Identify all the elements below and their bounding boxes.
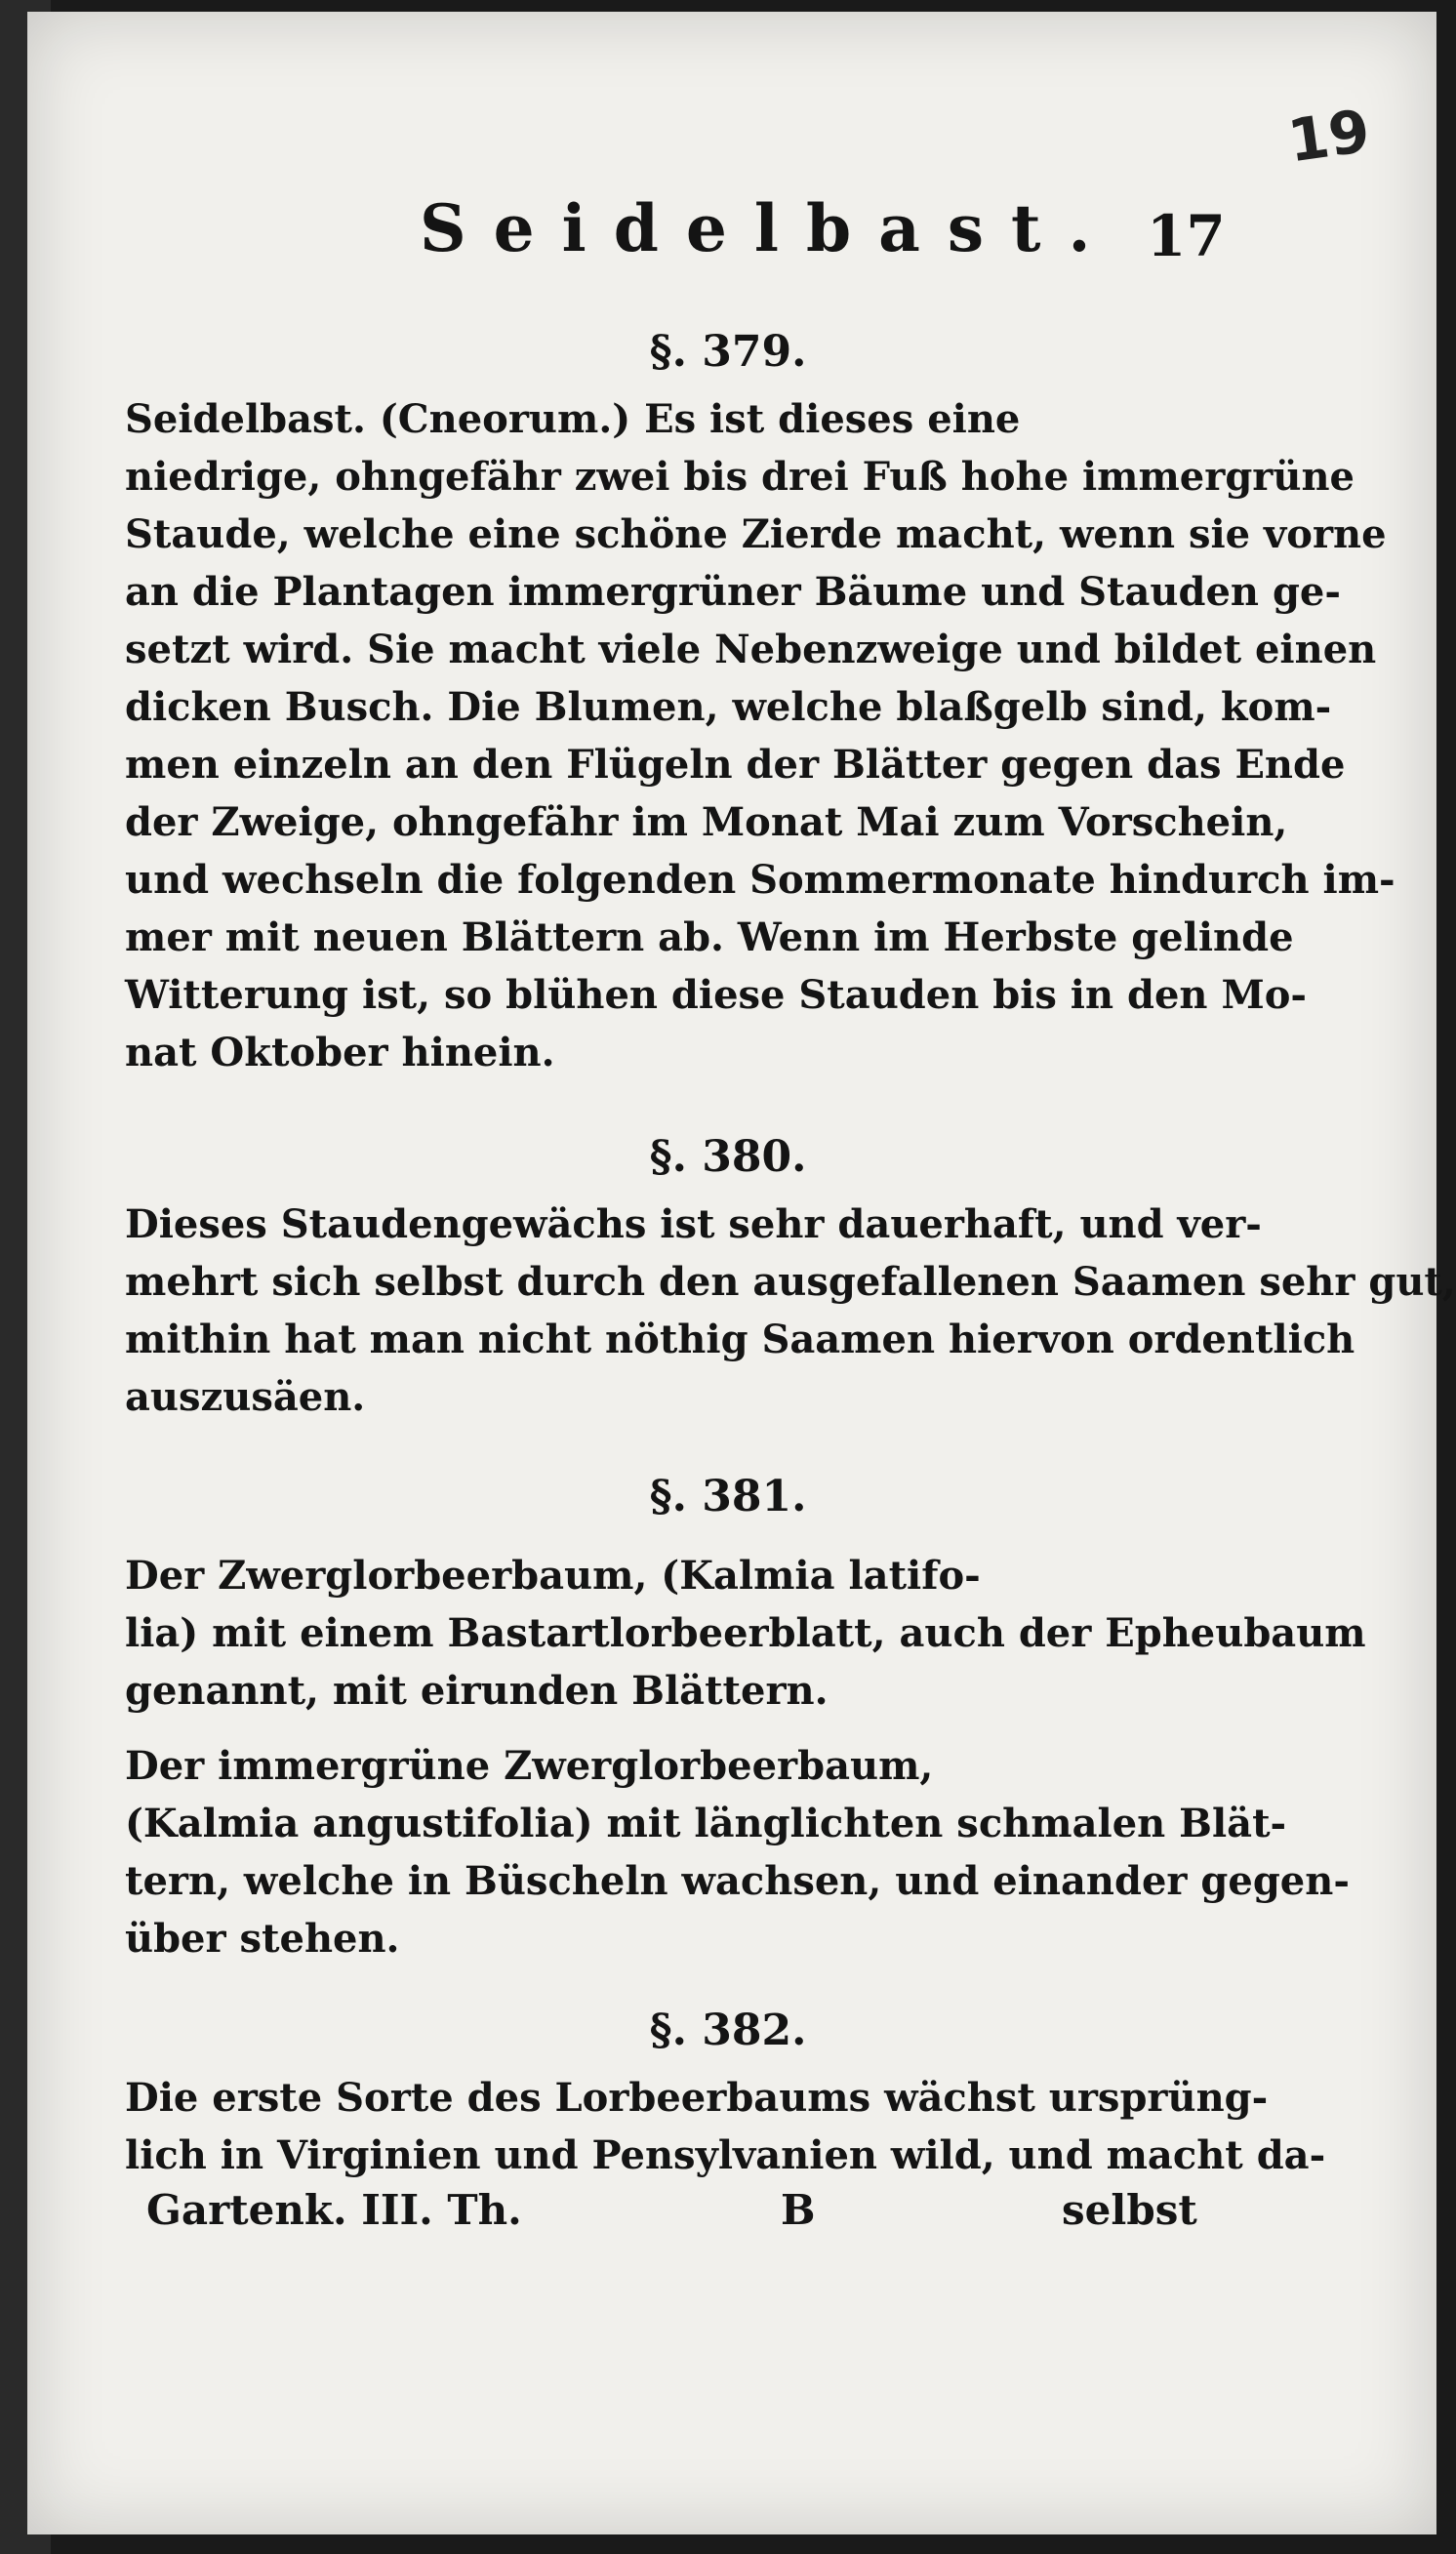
handwritten-page-number: 19 [1283,97,1374,177]
paragraph-381b [125,1737,1350,1967]
text-line: setzt wird. Sie macht viele Nebenzweige und bildet einen [125,627,1377,672]
paragraph-380 [125,1196,1456,1426]
paragraph-379 [125,390,1395,1081]
paragraph-382 [125,2069,1326,2184]
text-line: lich in Virginien und Pensylvanien wild, und macht da- [125,2132,1326,2178]
section-heading-380: §. 380. [649,1132,807,1182]
text-line: mithin hat man nicht nöthig Saamen hiervon ordentlich [125,1317,1355,1362]
section-heading-379: §. 379. [649,327,807,377]
text-line: mehrt sich selbst durch den ausgefallenen Saamen sehr gut, [125,1259,1456,1305]
section-heading-381: §. 381. [649,1472,807,1521]
text-line: Der immergrüne Zwerglorbeerbaum, [125,1743,934,1789]
signature-mark: B [781,2186,816,2234]
paragraph-381a [125,1547,1366,1720]
text-line: Staude, welche eine schöne Zierde macht, wenn sie vorne [125,511,1387,557]
footer-book-title: Gartenk. III. Th. [146,2186,522,2234]
text-line: niedrige, ohngefähr zwei bis drei Fuß hohe immergrüne [125,454,1355,500]
catchword: selbst [1062,2186,1197,2234]
text-line: men einzeln an den Flügeln der Blätter gegen das Ende [125,742,1346,788]
text-line: (Kalmia angustifolia) mit länglichten schmalen Blät- [125,1801,1287,1846]
text-line: nat Oktober hinein. [125,1030,555,1075]
text-line: und wechseln die folgenden Sommermonate hindurch im- [125,857,1395,903]
section-heading-382: §. 382. [649,2006,807,2055]
text-line: Dieses Staudengewächs ist sehr dauerhaft, und ver- [125,1201,1262,1247]
text-line: mer mit neuen Blättern ab. Wenn im Herbste gelinde [125,914,1294,960]
running-head-title: Seidelbast. [420,190,1118,266]
text-line: Die erste Sorte des Lorbeerbaums wächst ursprüng- [125,2075,1269,2121]
text-line: genannt, mit eirunden Blättern. [125,1668,829,1714]
text-line: über stehen. [125,1916,400,1962]
text-line: lia) mit einem Bastartlorbeerblatt, auch der Epheubaum [125,1610,1366,1656]
printed-page-number: 17 [1147,203,1226,269]
text-line: Seidelbast. (Cneorum.) Es ist dieses eine [125,396,1021,442]
text-line: der Zweige, ohngefähr im Monat Mai zum Vorschein, [125,799,1288,845]
text-line: dicken Busch. Die Blumen, welche blaßgelb sind, kom- [125,684,1332,730]
text-line: tern, welche in Büscheln wachsen, und einander gegen- [125,1858,1350,1904]
text-line: Witterung ist, so blühen diese Stauden bis in den Mo- [125,972,1307,1018]
text-line: an die Plantagen immergrüner Bäume und Stauden ge- [125,569,1341,615]
text-line: auszusäen. [125,1374,366,1420]
text-line: Der Zwerglorbeerbaum, (Kalmia latifo- [125,1553,981,1599]
